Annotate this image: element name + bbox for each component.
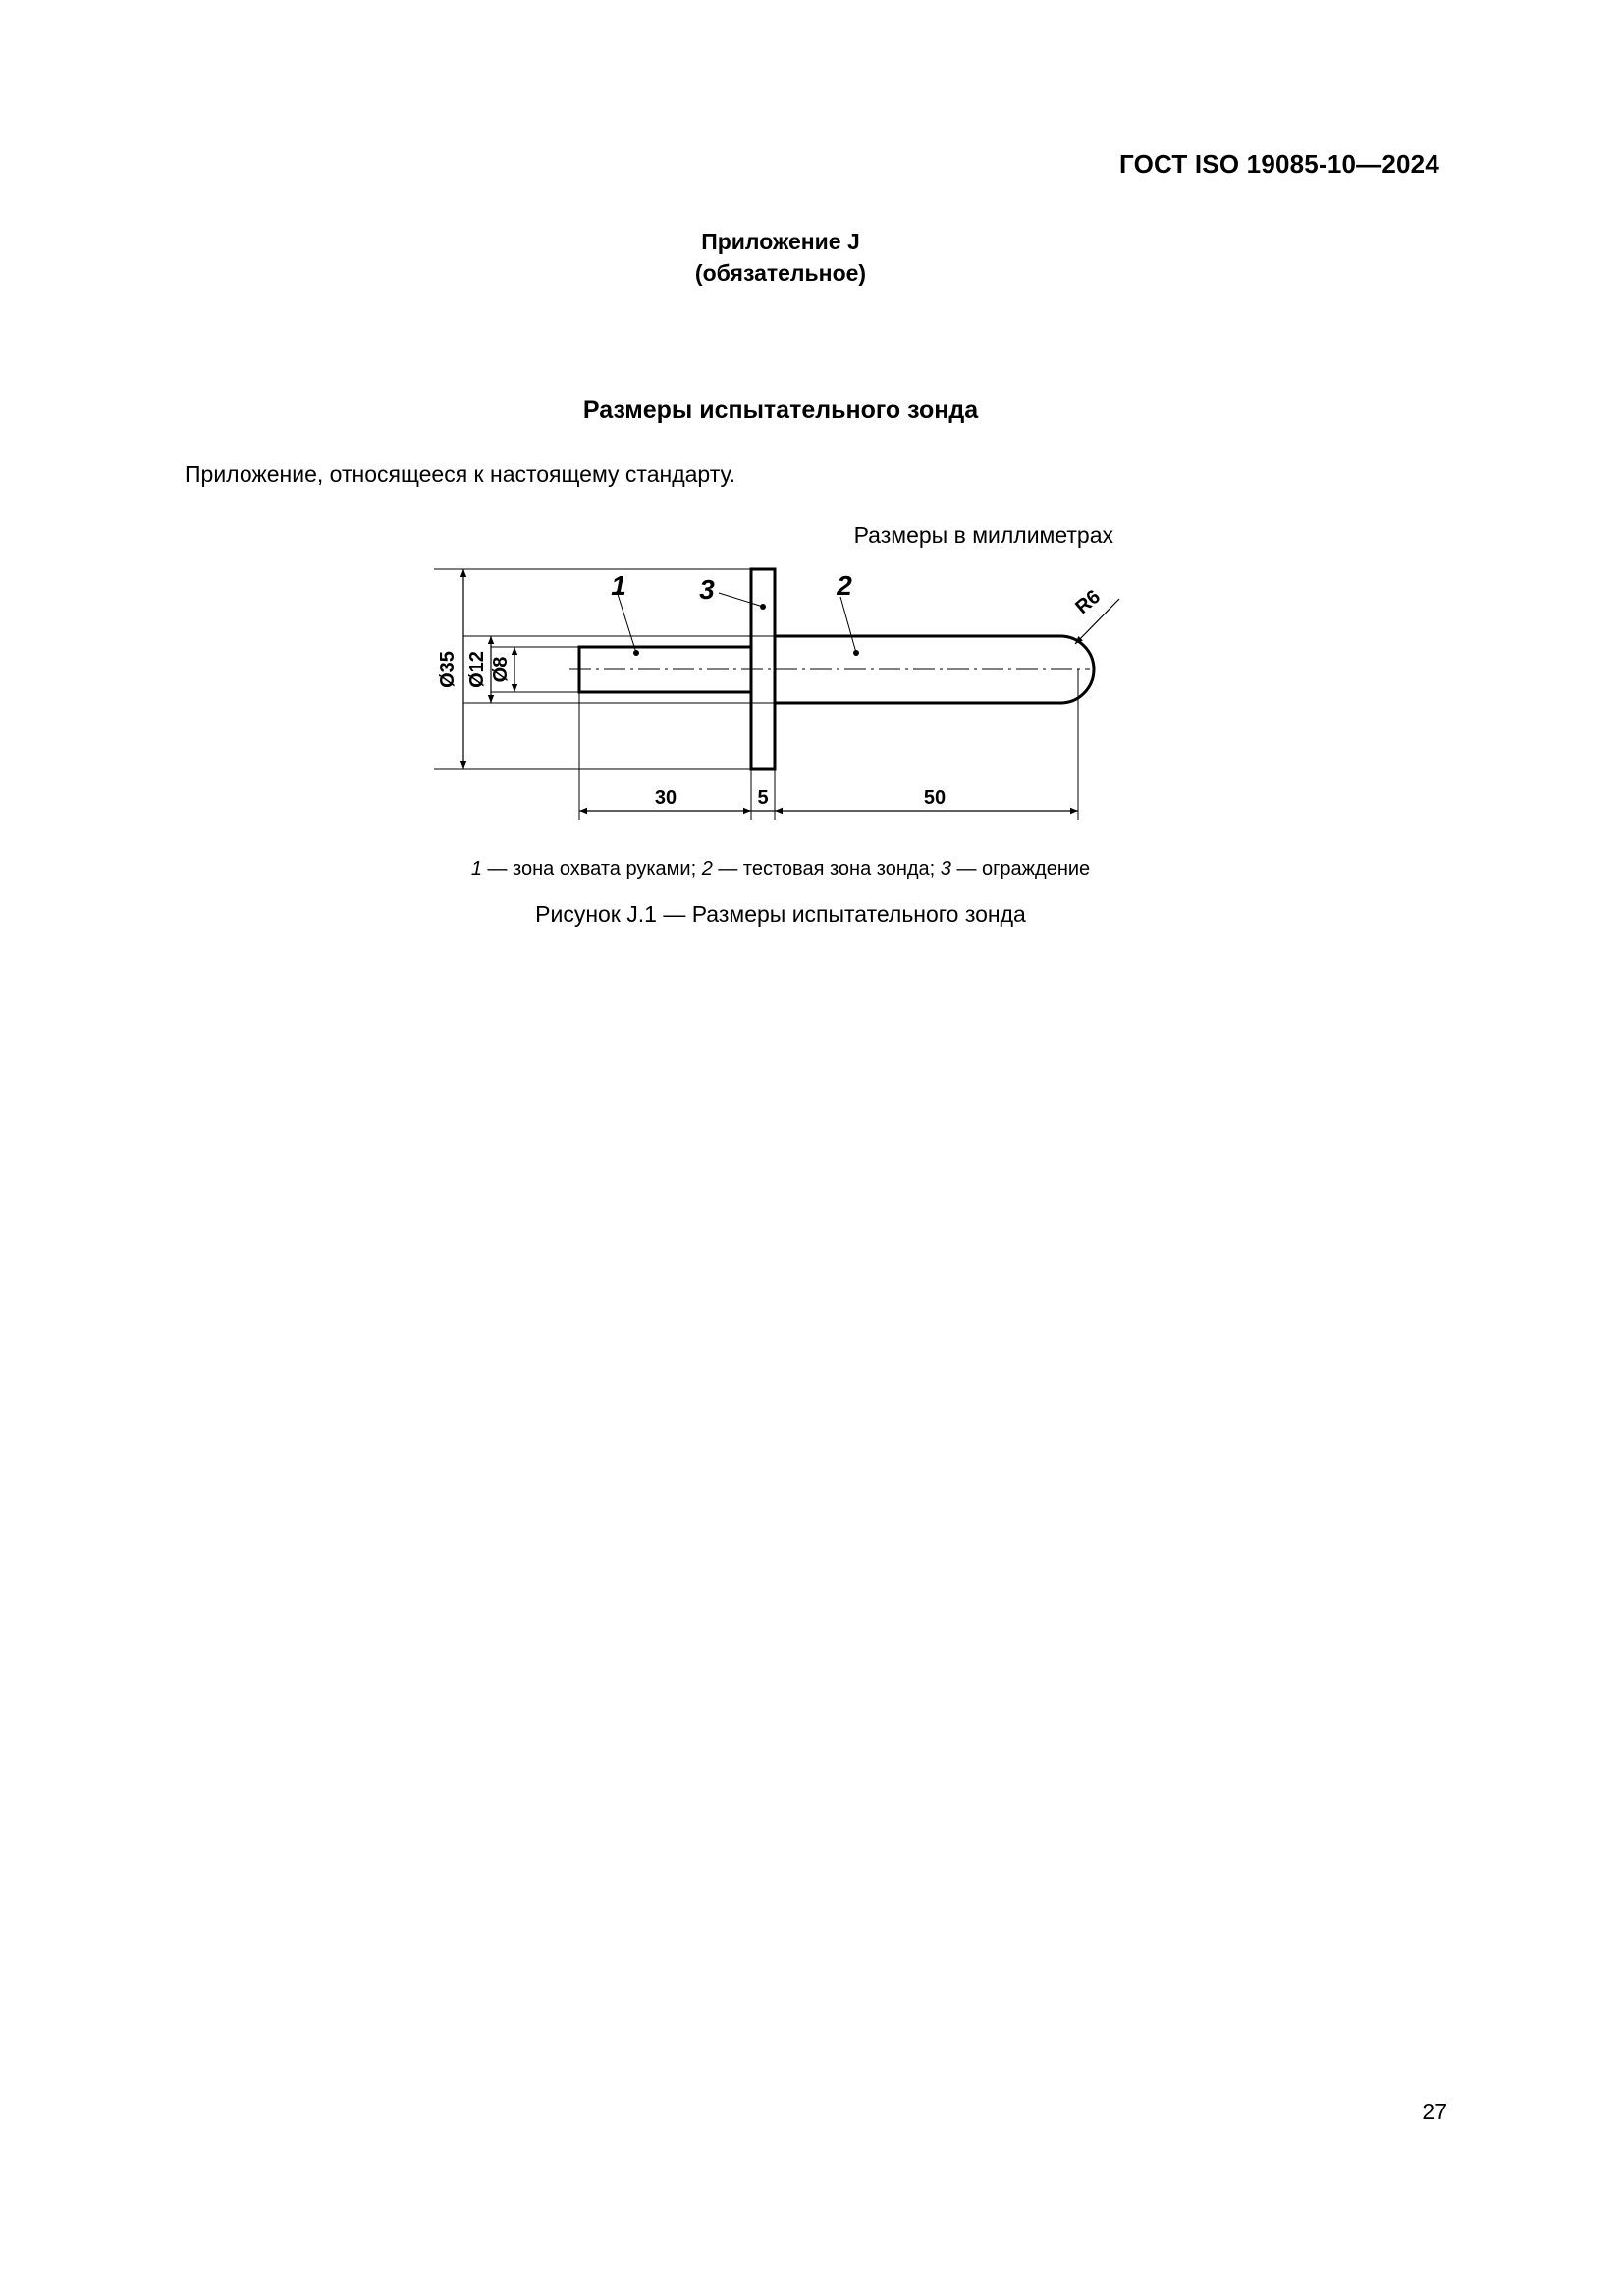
dim-label-30: 30: [654, 787, 677, 809]
figure-legend: [0, 858, 1561, 881]
probe-drawing: [412, 550, 1139, 825]
section-title: Размеры испытательного зонда: [582, 397, 979, 424]
page-number: 27: [1422, 2099, 1447, 2124]
dim-label-5: 5: [757, 787, 769, 809]
legend-number-2: 2: [701, 858, 713, 880]
dim-label-50: 50: [923, 787, 947, 809]
dim-label-d35: Ø35: [437, 651, 459, 688]
intro-paragraph: Приложение, относящееся к настоящему стандарту.: [185, 461, 736, 487]
dim-label-radius: R6: [1071, 585, 1106, 619]
callout-2: 2: [837, 570, 852, 601]
annex-title: Приложение J: [701, 229, 860, 254]
annex-status: (обязательное): [694, 260, 867, 286]
callout-1: 1: [611, 570, 626, 601]
document-code: ГОСТ ISO 19085-10—2024: [1119, 149, 1439, 179]
legend-text-1: — зона охвата руками;: [481, 858, 702, 880]
legend-text-2: — тестовая зона зонда;: [712, 858, 941, 880]
dim-label-d8: Ø8: [490, 656, 512, 683]
callout-3: 3: [699, 574, 715, 605]
legend-number-3: 3: [940, 858, 951, 880]
probe-drawing-svg: [412, 550, 1139, 825]
dim-label-d12: Ø12: [466, 651, 488, 688]
legend-text-3: — ограждение: [950, 858, 1091, 880]
legend-number-1: 1: [470, 858, 482, 880]
figure-caption: Рисунок J.1 — Размеры испытательного зонда: [535, 901, 1026, 927]
extension-lines: [434, 569, 1078, 820]
units-note: Размеры в миллиметрах: [853, 522, 1113, 548]
